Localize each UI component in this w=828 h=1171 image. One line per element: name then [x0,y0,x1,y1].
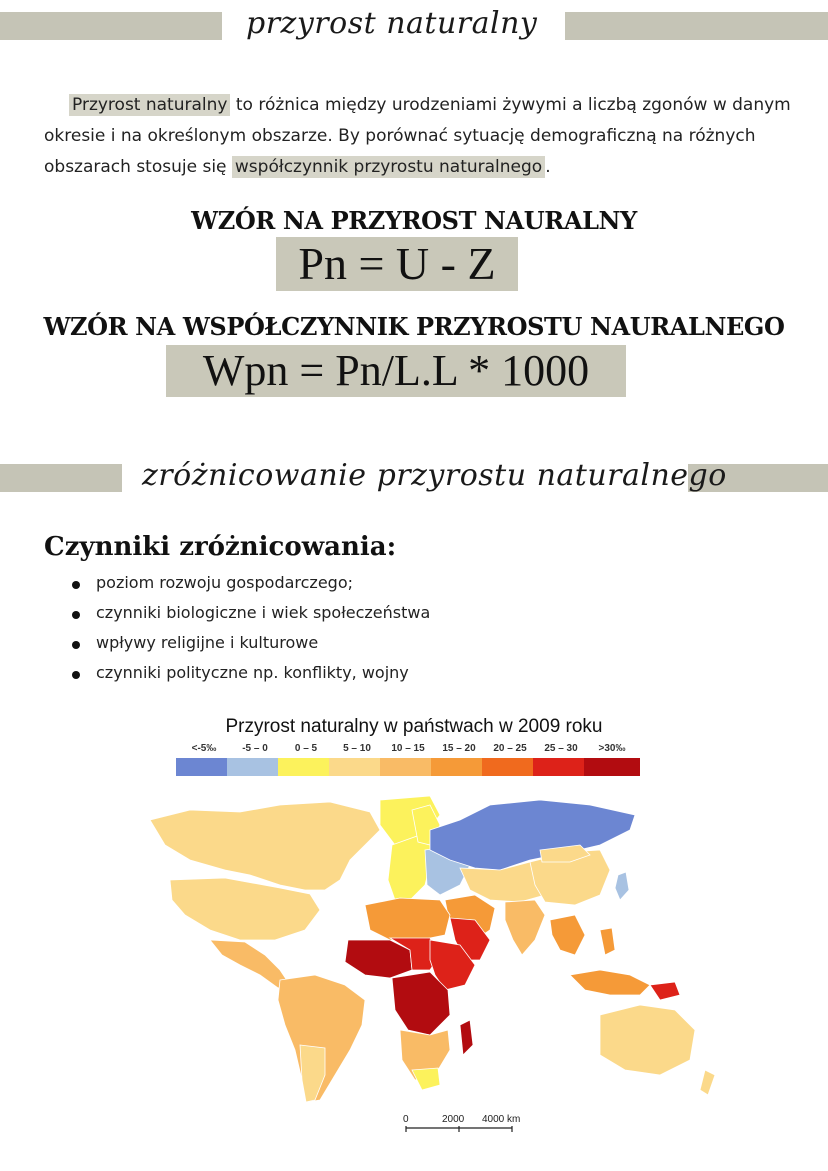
legend-item [380,742,436,776]
legend-swatch [227,758,283,776]
term-przyrost-naturalny: Przyrost naturalny [69,94,230,116]
heading-band-left-2 [0,464,122,492]
formula-box-1: Pn = U - Z [276,237,518,291]
factor-item: poziom rozwoju gospodarczego; [70,568,430,598]
legend-swatch [329,758,385,776]
legend-label: 5 – 10 [343,743,371,754]
region-west-africa [345,940,412,978]
region-png [650,982,680,1000]
section-title-przyrost: przyrost naturalny [246,6,538,41]
factor-item: wpływy religijne i kulturowe [70,628,430,658]
heading-band-right [565,12,828,40]
legend-swatch [380,758,436,776]
factor-item: czynniki biologiczne i wiek społeczeństwa [70,598,430,628]
legend-item [278,742,334,776]
legend-item [176,742,232,776]
factor-item: czynniki polityczne np. konflikty, wojny [70,658,430,688]
legend-item [584,742,640,776]
legend-item [329,742,385,776]
intro-text-2: . [545,157,551,177]
region-madagascar [460,1020,473,1055]
legend-swatch [584,758,640,776]
formula-box-2: Wpn = Pn/L.L * 1000 [166,345,626,397]
region-australia [600,1005,695,1075]
term-wspolczynnik: współczynnik przyrostu naturalnego [232,156,545,178]
factors-title: Czynniki zróżnicowania: [44,532,397,562]
factors-list [70,568,430,688]
map-legend [176,742,636,778]
legend-swatch [431,758,487,776]
heading-band-left [0,12,222,40]
legend-swatch [176,758,232,776]
legend-label: -5 – 0 [242,743,268,754]
region-north-america-north [150,802,380,890]
region-india [505,900,545,955]
section-title-zroznicowanie: zróżnicowanie przyrostu naturalnego [142,458,727,493]
region-indonesia [570,970,650,995]
map-scale [402,1114,532,1138]
legend-item [431,742,487,776]
intro-paragraph [44,90,794,183]
region-philippines [600,928,615,955]
legend-label: <-5‰ [191,743,217,754]
intro-text-1: to różnica między urodzeniami żywymi a liczbą zgonów w danym okresie i na określonym obszarze. By porównać sytuację demograficzną na różnych obszarach stosuje się [44,95,791,177]
scale-label-2000: 2000 [442,1114,465,1125]
legend-swatch [533,758,589,776]
legend-label: >30‰ [598,743,626,754]
scale-label-0: 0 [403,1114,409,1125]
legend-item [227,742,283,776]
formula-title-2: WZÓR NA WSPÓŁCZYNNIK PRZYROSTU NAURALNEGO [43,312,785,341]
formula-title-1: WZÓR NA PRZYROST NAURALNY [191,206,637,235]
map-title: Przyrost naturalny w państwach w 2009 roku [225,716,603,737]
region-japan [615,872,629,900]
legend-item [482,742,538,776]
legend-swatch [278,758,334,776]
legend-label: 0 – 5 [294,743,318,754]
legend-label: 15 – 20 [442,743,476,754]
legend-item [533,742,589,776]
region-north-africa [365,898,450,940]
legend-label: 25 – 30 [544,743,578,754]
world-map [130,790,720,1110]
region-south-africa [412,1068,440,1090]
scale-bar [402,1126,532,1136]
legend-label: 20 – 25 [493,743,527,754]
legend-label: 10 – 15 [391,743,425,754]
region-se-asia [550,915,585,955]
scale-label-4000: 4000 km [482,1114,521,1125]
legend-swatch [482,758,538,776]
region-new-zealand [700,1070,715,1095]
region-central-america [210,940,290,988]
